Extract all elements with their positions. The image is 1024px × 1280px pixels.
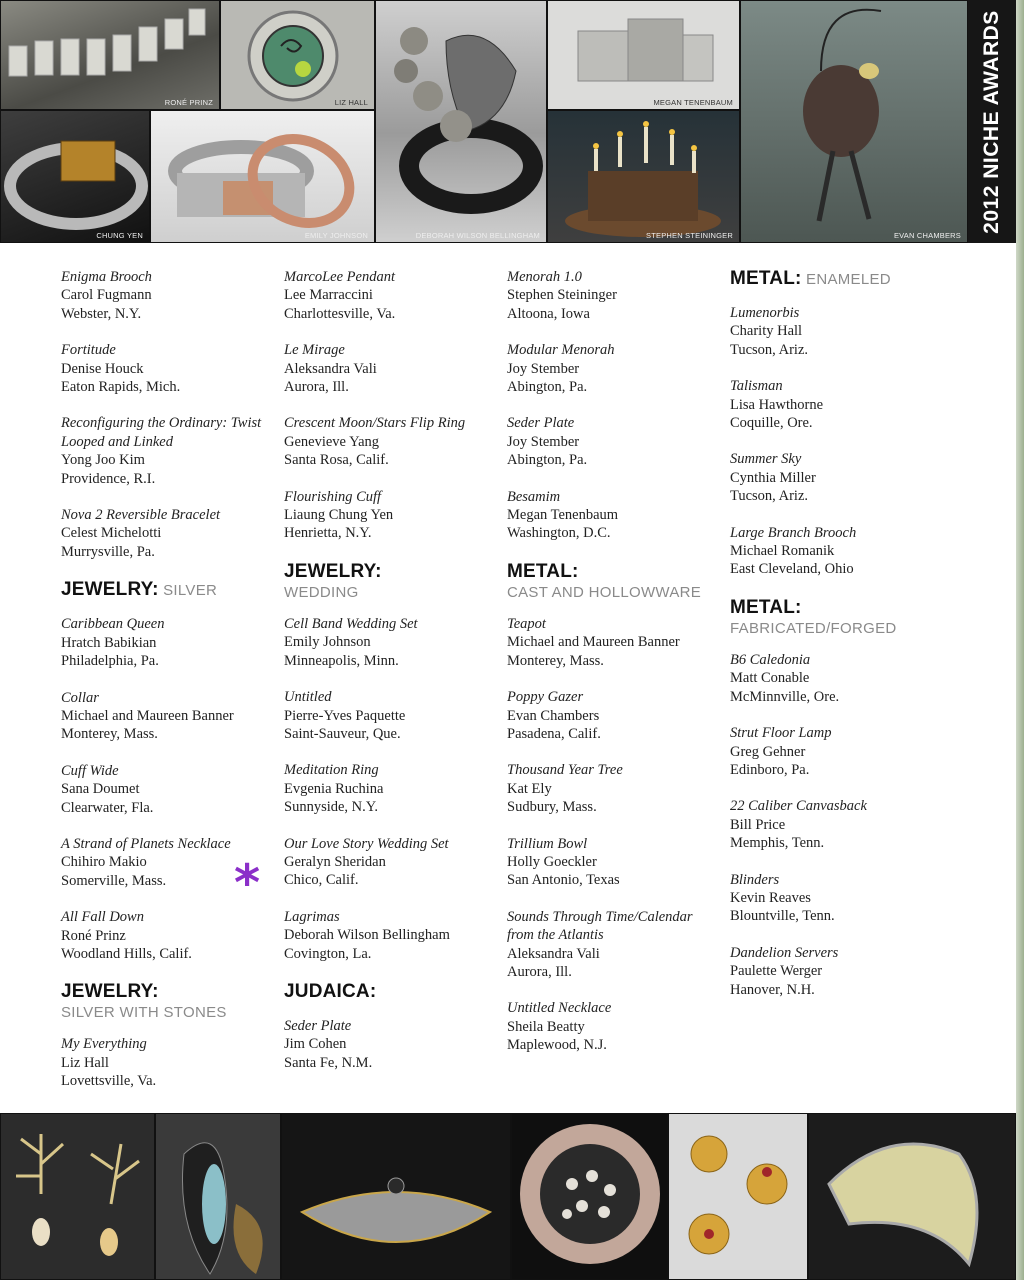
award-entry: Modular Menorah Joy Stember Abington, Pa. [507,342,615,396]
photo-stone-bracelet [0,110,150,243]
award-entry: Large Branch Brooch Michael Romanik East Cleveland, Ohio [730,524,857,578]
caption-tenenbaum: MEGAN TENENBAUM [653,98,733,107]
award-entry: Lagrimas Deborah Wilson Bellingham Covington, La. [284,908,450,962]
rings-illustration [151,111,374,242]
photo-enamel-pendant [220,0,375,110]
caption-yen: CHUNG YEN [96,231,143,240]
photo-pearl-bowl [511,1113,668,1280]
award-entry: Collar Michael and Maureen Banner Monterey, Mass. [61,689,234,743]
award-entry: 22 Caliber Canvasback Bill Price Memphis, Tenn. [730,798,867,852]
award-entry: Sounds Through Time/Calendar from the Atlantis Aleksandra Vali Aurora, Ill. [507,908,693,980]
award-entry: Caribbean Queen Hratch Babikian Philadelphia, Pa. [61,616,165,670]
award-entry: Cuff Wide Sana Doumet Clearwater, Fla. [61,762,154,816]
column-1 [61,268,276,1109]
award-entry: Fortitude Denise Houck Eaton Rapids, Mich. [61,342,181,396]
award-entry: Our Love Story Wedding Set Geralyn Sheridan Chico, Calif. [284,835,449,889]
award-entry: Dandelion Servers Paulette Werger Hanover, N.H. [730,944,839,998]
award-entry: Trillium Bowl Holly Goeckler San Antonio, Texas [507,835,620,889]
award-entry: Talisman Lisa Hawthorne Coquille, Ore. [730,378,824,432]
column-4 [730,268,945,1017]
photo-branch-earrings [0,1113,155,1280]
award-entry: Enigma Brooch Carol Fugmann Webster, N.Y. [61,269,152,322]
caption-steininger: STEPHEN STEININGER [646,231,733,240]
pendant-illustration [221,1,374,109]
award-entry: A Strand of Planets Necklace Chihiro Makio Somerville, Mass. [61,835,231,889]
photo-box-sculpture [547,0,740,110]
category-heading-jewelry-wedding: JEWELRY: WEDDING [284,560,382,601]
award-entry: MarcoLee Pendant Lee Marraccini Charlottesville, Va. [284,269,396,322]
photo-wedding-rings [150,110,375,243]
column-2 [284,268,499,1090]
photo-poppy-gazer [740,0,968,243]
award-entry: Nova 2 Reversible Bracelet Celest Michelotti Murrysville, Pa. [61,507,221,560]
top-photo-strip [0,0,968,243]
box-illustration [548,1,739,109]
award-entry: My Everything Liz Hall Lovettsville, Va. [61,1036,157,1090]
page-edge [1016,0,1024,1280]
chairs-illustration [1,1,219,109]
gold-bracelet-illustration [669,1114,807,1279]
award-entry: Besamim Megan Tenenbaum Washington, D.C. [507,488,619,542]
award-entry: Flourishing Cuff Liaung Chung Yen Henrietta, N.Y. [284,488,394,542]
award-entry: Crescent Moon/Stars Flip Ring Genevieve Yang Santa Rosa, Calif. [284,415,466,469]
award-entry: Poppy Gazer Evan Chambers Pasadena, Calif. [507,689,601,742]
caption-chambers: EVAN CHAMBERS [893,231,961,240]
caption-hall: LIZ HALL [334,98,368,107]
asterisk-mark: * [234,854,261,912]
award-entry: B6 Caledonia Matt Conable McMinnville, Ore. [730,651,840,705]
award-entry: Meditation Ring Evgenia Ruchina Sunnyside, N.Y. [284,762,384,816]
photo-gold-bracelet [668,1113,808,1280]
photo-cuff [808,1113,1016,1280]
category-heading-metal-fabricated: METAL: FABRICATED/FORGED [730,596,897,637]
category-heading-metal-cast: METAL: CAST AND HOLLOWWARE [507,560,702,601]
sculpture-illustration [741,1,967,242]
category-heading-jewelry-silver-stones: JEWELRY: SILVER WITH STONES [61,981,227,1022]
caption-johnson: EMILY JOHNSON [304,231,368,240]
photo-pearl-ring [375,0,547,243]
necklace-illustration [282,1114,510,1279]
award-entry: Reconfiguring the Ordinary: Twist Looped and Linked Yong Joo Kim Providence, R.I. [61,415,262,487]
pendant-illustration [156,1114,280,1279]
award-entry: Seder Plate Jim Cohen Santa Fe, N.M. [284,1017,373,1071]
award-entry: Menorah 1.0 Stephen Steininger Altoona, Iowa [507,269,617,322]
earrings-illustration [1,1114,154,1279]
bowl-illustration [512,1114,667,1279]
award-entry: Cell Band Wedding Set Emily Johnson Minneapolis, Minn. [284,615,418,669]
award-entry: Untitled Pierre-Yves Paquette Saint-Sauveur, Que. [284,689,406,742]
menorah-illustration [548,111,739,242]
niche-awards-banner [968,0,1016,243]
category-heading-metal-enameled: METAL: ENAMELED [730,268,891,289]
award-entry: Lumenorbis Charity Hall Tucson, Ariz. [730,305,809,358]
ring-illustration [376,1,546,231]
caption-prinz: RONÉ PRINZ [164,98,213,107]
award-entry: Untitled Necklace Sheila Beatty Maplewood, N.J. [507,1000,612,1054]
award-entry: Seder Plate Joy Stember Abington, Pa. [507,415,588,469]
cuff-illustration [809,1114,1015,1279]
photo-necklace [281,1113,511,1280]
award-entry: Le Mirage Aleksandra Vali Aurora, Ill. [284,342,377,396]
award-entry: All Fall Down Roné Prinz Woodland Hills, Calif. [61,909,192,962]
banner-title: 2012 NICHE AWARDS [980,9,1003,234]
award-entry: Strut Floor Lamp Greg Gehner Edinboro, Pa. [730,725,832,778]
award-entry: Summer Sky Cynthia Miller Tucson, Ariz. [730,451,816,505]
column-3 [507,268,722,1073]
award-entry: Teapot Michael and Maureen Banner Monterey, Mass. [507,615,680,669]
caption-bellingham: DEBORAH WILSON BELLINGHAM [415,231,540,240]
bottom-photo-strip [0,1113,1016,1280]
category-heading-jewelry-silver: JEWELRY: SILVER [61,579,218,601]
photo-chair-bracelet [0,0,220,110]
award-entry: Thousand Year Tree Kat Ely Sudbury, Mass. [507,762,623,816]
photo-leaf-pendant [155,1113,281,1280]
award-entry: Blinders Kevin Reaves Blountville, Tenn. [730,871,835,925]
photo-menorah [547,110,740,243]
category-heading-judaica: JUDAICA: [284,980,377,1002]
bracelet-illustration [1,111,149,242]
